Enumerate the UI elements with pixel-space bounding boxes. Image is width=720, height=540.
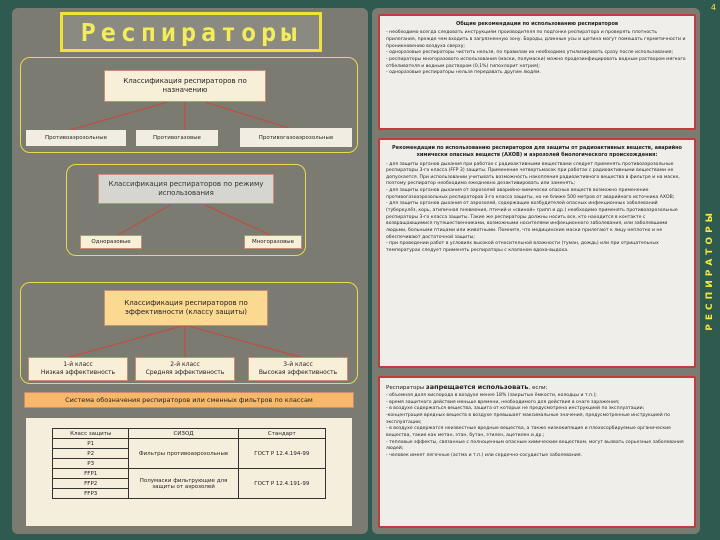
classification-table [52,428,326,499]
table-header-standard: Стандарт [238,429,325,439]
efficiency-class-3 [248,357,348,381]
card3-intro [386,383,688,393]
table-header-class: Класс защиты [53,429,129,439]
mode-heading: Классификация респираторов по режиму использования [98,174,274,204]
prohibitions-card [378,376,696,528]
efficiency-class-3-name: 3-й класс [283,360,313,368]
efficiency-class-1-level: Низкая эффективность [40,369,116,376]
purpose-type-antigas: Противогазовые [136,130,218,146]
mode-type-reusable: Многоразовые [244,235,302,249]
page-number: 4 [710,3,716,12]
table-cell-class: FFP1 [53,469,129,479]
card1-paragraph: - одноразовые респираторы чистить нельзя, по правилам их необходимо утилизировать сразу после использования; [386,50,674,56]
efficiency-class-3-level: Высокая эффективность [258,369,338,376]
purpose-heading: Классификация респираторов по назначению [104,70,266,102]
card3-paragraph: - в воздухе содержатся неизвестные вредные вещества, а также низкокипящие и плохосорбируемые органические вещества, такие как метан, этан, бутан, этилен, ацетилен и др.; [386,426,671,438]
table-cell-sizod: Фильтры противоаэрозольные [129,439,238,469]
card1-paragraph: - необходимо всегда следовать инструкциям производителя по подгонке респиратора и проверять плотность прилегания, прежде чем входить в загрязненную зону. Бороды, длинные усы и щетина могут помешать герметичности и проникновению воздуха сверху; [386,30,686,49]
table-row [53,439,326,449]
card3-intro-text: Респираторы [386,385,425,391]
table-cell-sizod: Полумаски фильтрующие для защиты от аэрозолей [129,469,238,499]
card1-paragraph: - респираторы многоразового использования (маски, полумаски) можно продезинфицировать водным раствором мягкого отбеливателя и водным раствором (0,1%) гипохлорит натрия); [386,56,686,69]
efficiency-class-1-name: 1-й класс [63,360,93,368]
table-cell-class: P2 [53,449,129,459]
card2-paragraph: - для защиты органов дыхания при работах с радиоактивными веществами следует применять противоаэрозольные респираторы 3-го класса (FFP 3) защиты. Применение четвертьмасок при работах с радиоактивными веществами не допускается. При использовании учитывать возможность накопления радиоактивного вещества в фильтре и на маске, поэтому респиратор необходимо ежедневно дезактивировать или заменять; [386,161,680,187]
card2-heading: Рекомендации по использованию респираторов для защиты от радиоактивных веществ, аварийно химически опасных веществ (АХОВ) и аэрозолей биологического происхождения: [392,145,682,159]
table-header-row [53,429,326,439]
systems-bar: Система обозначения респираторов или сменных фильтров по классам [24,392,354,408]
card3-prohibited: запрещается использовать [425,383,529,391]
card3-paragraph: - тепловые эффекты, связанные с полноценным опасным химическим веществом, могут вызвать серьезные заболевания людей; [386,439,684,452]
card2-paragraph: - при проведении работ в условиях высокой относительной влажности (туман, дождь) или при отрицательных температурах следует применять респираторы с клапаном вдоха-выдоха. [386,241,659,254]
table-row [53,469,326,479]
card1-heading: Общие рекомендации по использованию респираторов [455,21,619,27]
general-recommendations-card [378,14,696,130]
classification-table-wrap [26,418,352,526]
table-header-sizod: СИЗОД [129,429,238,439]
card2-paragraph: - для защиты органов дыхания от аэрозолей, содержащих возбудителей опасных инфекционных заболеваний (туберкулёз, корь, атипичная пневмония, птичий и «свиной» грипп и др.) необходимо применять противоаэрозольные респираторы 3-го класса защиты. Такие же респираторы должны носить все, кто находится в контакте с возвращающимися путешественниками, возможными носителями инфекционного заболевания, или заболевшими людьми, больными птицами или животными. Помните, что медицинские маски прилегают к лицу неплотно и не обеспечивают достаточной защиты; [386,201,678,240]
efficiency-class-2-level: Средняя эффективность [145,369,225,376]
card3-paragraph: - человек имеет легочные (астма и т.п.) или сердечно-сосудистые заболевания. [386,452,582,458]
table-cell-class: FFP2 [53,479,129,489]
main-title-text: Респираторы [80,17,302,47]
card1-paragraph: - одноразовые респираторы нельзя передавать другим людям. [386,70,541,76]
efficiency-class-2-name: 2-й класс [170,360,200,368]
mode-type-disposable: Одноразовые [80,235,142,249]
table-cell-standard: ГОСТ Р 12.4.191-99 [238,469,325,499]
table-cell-class: FFP3 [53,489,129,499]
card3-paragraph: -концентрация вредных веществ в воздухе превышает максимальные значения, предусмотренные инструкцией по эксплуатации; [386,412,670,425]
card3-intro-end: , если: [528,385,548,391]
efficiency-heading: Классификация респираторов по эффективности (классу защиты) [104,290,268,326]
protection-recommendations-card [378,138,696,368]
purpose-type-antiaerosol: Противоаэрозольные [26,130,126,146]
table-cell-class: P3 [53,459,129,469]
efficiency-class-2 [135,357,235,381]
table-cell-class: P1 [53,439,129,449]
card3-paragraph: - время защитного действия меньше времени, необходимого для действия в очаге заражения; [386,399,620,405]
efficiency-class-1 [28,357,128,381]
card3-paragraph: - объемная доля кислорода в воздухе менее 18% (закрытые ёмкости, колодцы и т.п.); [386,392,597,398]
card3-paragraph: - в воздухе содержаться вещества, защита от которых не предусмотрена инструкцией по эксплуатации; [386,406,645,412]
table-cell-standard: ГОСТ Р 12.4.194-99 [238,439,325,469]
purpose-type-gasaerosol: Противогазоаэрозольные [240,128,352,147]
card2-paragraph: - для защиты органов дыхания от аэрозолей аварийно-химически опасных веществ возможно применение противогазоаэрозольных респираторов 3-го класса защиты, но не ближе 500 метров от аварийного источника АХОВ; [386,188,675,200]
vertical-title-text: РЕСПИРАТОРЫ [705,209,715,331]
